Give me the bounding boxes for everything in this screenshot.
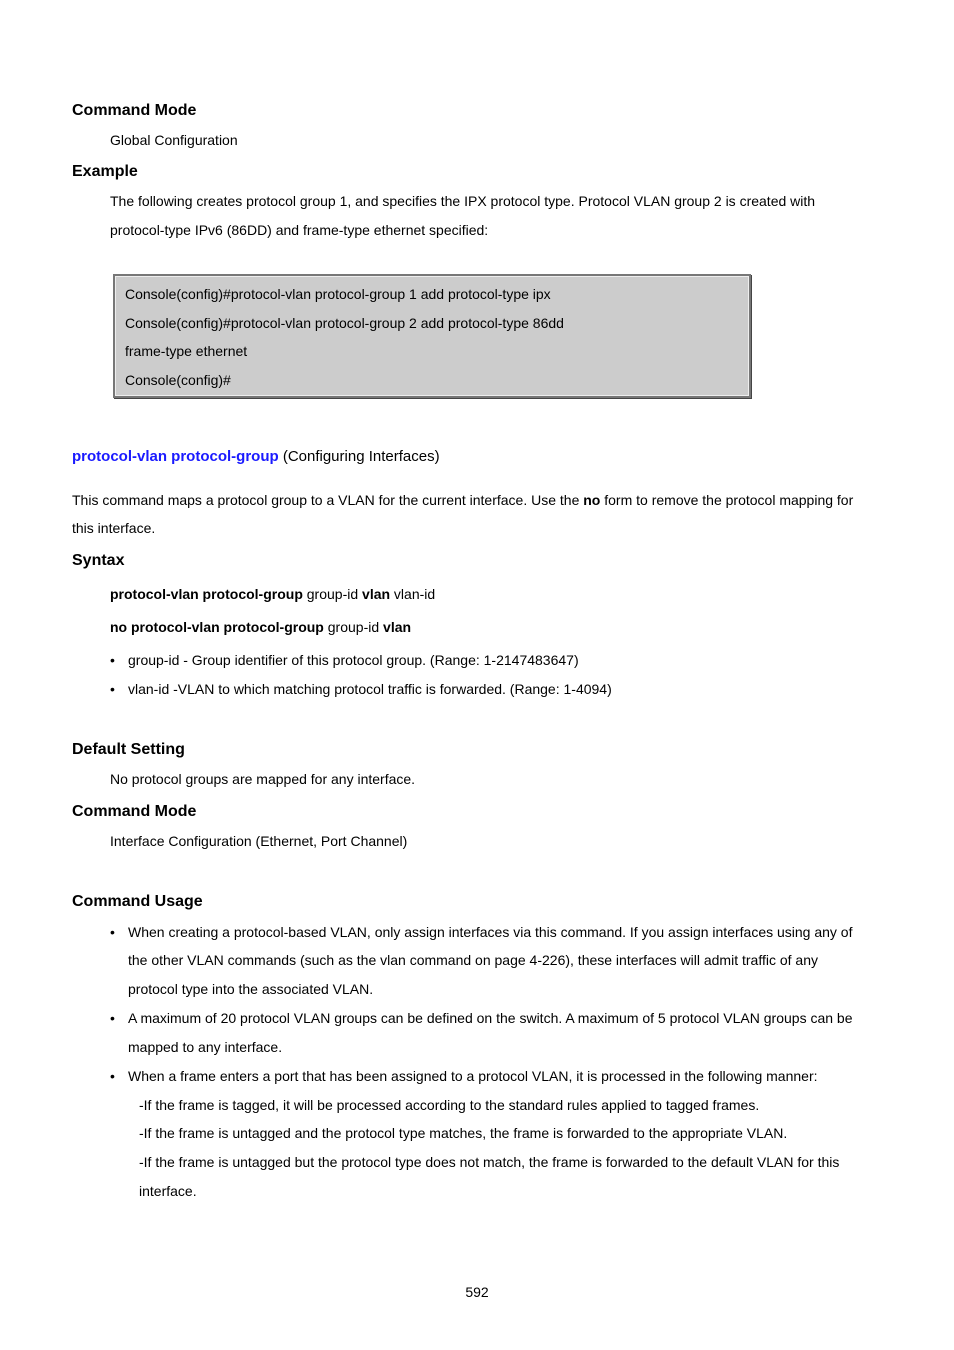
command-description-line1 <box>72 492 853 508</box>
command-mode-text-2: Interface Configuration (Ethernet, Port Channel) <box>110 833 408 849</box>
syntax-keyword: vlan <box>383 619 412 635</box>
example-text-line2: protocol-type IPv6 (86DD) and frame-type ethernet specified: <box>110 222 489 238</box>
console-example-box <box>113 274 751 398</box>
syntax-line1 <box>110 586 435 602</box>
usage-subitem: -If the frame is tagged, it will be processed according to the standard rules applied to tagged frames. <box>139 1097 760 1113</box>
bullet-dot-icon: • <box>110 681 115 697</box>
command-name-link[interactable]: protocol-vlan protocol-group <box>72 448 279 465</box>
command-title <box>72 448 440 465</box>
usage-subitem: interface. <box>139 1183 197 1199</box>
example-text-line1: The following creates protocol group 1, and specifies the IPX protocol type. Protocol VLAN group 2 is created with <box>110 193 816 209</box>
syntax-arg: group-id <box>302 586 363 602</box>
console-line: Console(config)# <box>125 372 231 388</box>
usage-subitem: -If the frame is untagged but the protocol type does not match, the frame is forwarded to the default VLAN for this <box>139 1154 840 1170</box>
syntax-command: protocol-vlan protocol-group <box>110 586 303 602</box>
usage-text: mapped to any interface. <box>128 1039 283 1055</box>
command-usage-heading: Command Usage <box>72 893 203 910</box>
usage-bullet <box>110 1068 818 1084</box>
default-setting-heading: Default Setting <box>72 741 185 758</box>
usage-bullet <box>110 924 853 940</box>
param-text: group-id - Group identifier of this protocol group. (Range: 1-2147483647) <box>128 652 579 668</box>
default-setting-text: No protocol groups are mapped for any interface. <box>110 771 416 787</box>
console-line: Console(config)#protocol-vlan protocol-group 2 add protocol-type 86dd <box>125 315 564 331</box>
command-qualifier: (Configuring Interfaces) <box>278 448 440 465</box>
usage-subitem: -If the frame is untagged and the protocol type matches, the frame is forwarded to the appropriate VLAN. <box>139 1125 788 1141</box>
usage-text: the other VLAN commands (such as the vlan command on page 4-226), these interfaces will admit traffic of any <box>128 952 818 968</box>
desc-text: form to remove the protocol mapping for <box>600 492 854 508</box>
syntax-heading: Syntax <box>72 552 125 569</box>
example-heading: Example <box>72 163 138 180</box>
command-mode-heading-2: Command Mode <box>72 803 197 820</box>
usage-text: protocol type into the associated VLAN. <box>128 981 374 997</box>
syntax-arg: group-id <box>323 619 384 635</box>
usage-text: When creating a protocol-based VLAN, only assign interfaces via this command. If you assign interfaces using any of <box>128 924 853 940</box>
console-line: Console(config)#protocol-vlan protocol-group 1 add protocol-type ipx <box>125 286 551 302</box>
bullet-dot-icon: • <box>110 924 115 940</box>
bullet-dot-icon: • <box>110 652 115 668</box>
usage-bullet <box>110 1010 853 1026</box>
console-line: frame-type ethernet <box>125 343 248 359</box>
param-bullet <box>110 681 612 697</box>
usage-text: When a frame enters a port that has been assigned to a protocol VLAN, it is processed in the following manner: <box>128 1068 818 1084</box>
param-text: vlan-id -VLAN to which matching protocol traffic is forwarded. (Range: 1-4094) <box>128 681 612 697</box>
page-number: 592 <box>465 1284 489 1300</box>
command-mode-text: Global Configuration <box>110 132 238 148</box>
param-bullet <box>110 652 579 668</box>
syntax-keyword: vlan <box>362 586 391 602</box>
command-description-line2: this interface. <box>72 520 156 536</box>
desc-text: This command maps a protocol group to a VLAN for the current interface. Use the <box>72 492 584 508</box>
syntax-command: no protocol-vlan protocol-group <box>110 619 324 635</box>
syntax-arg: vlan-id <box>390 586 436 602</box>
bullet-dot-icon: • <box>110 1010 115 1026</box>
syntax-line2 <box>110 619 411 635</box>
bullet-dot-icon: • <box>110 1068 115 1084</box>
usage-text: A maximum of 20 protocol VLAN groups can be defined on the switch. A maximum of 5 protocol VLAN groups can be <box>128 1010 853 1026</box>
desc-bold-no: no <box>583 492 601 508</box>
command-mode-heading: Command Mode <box>72 102 197 119</box>
